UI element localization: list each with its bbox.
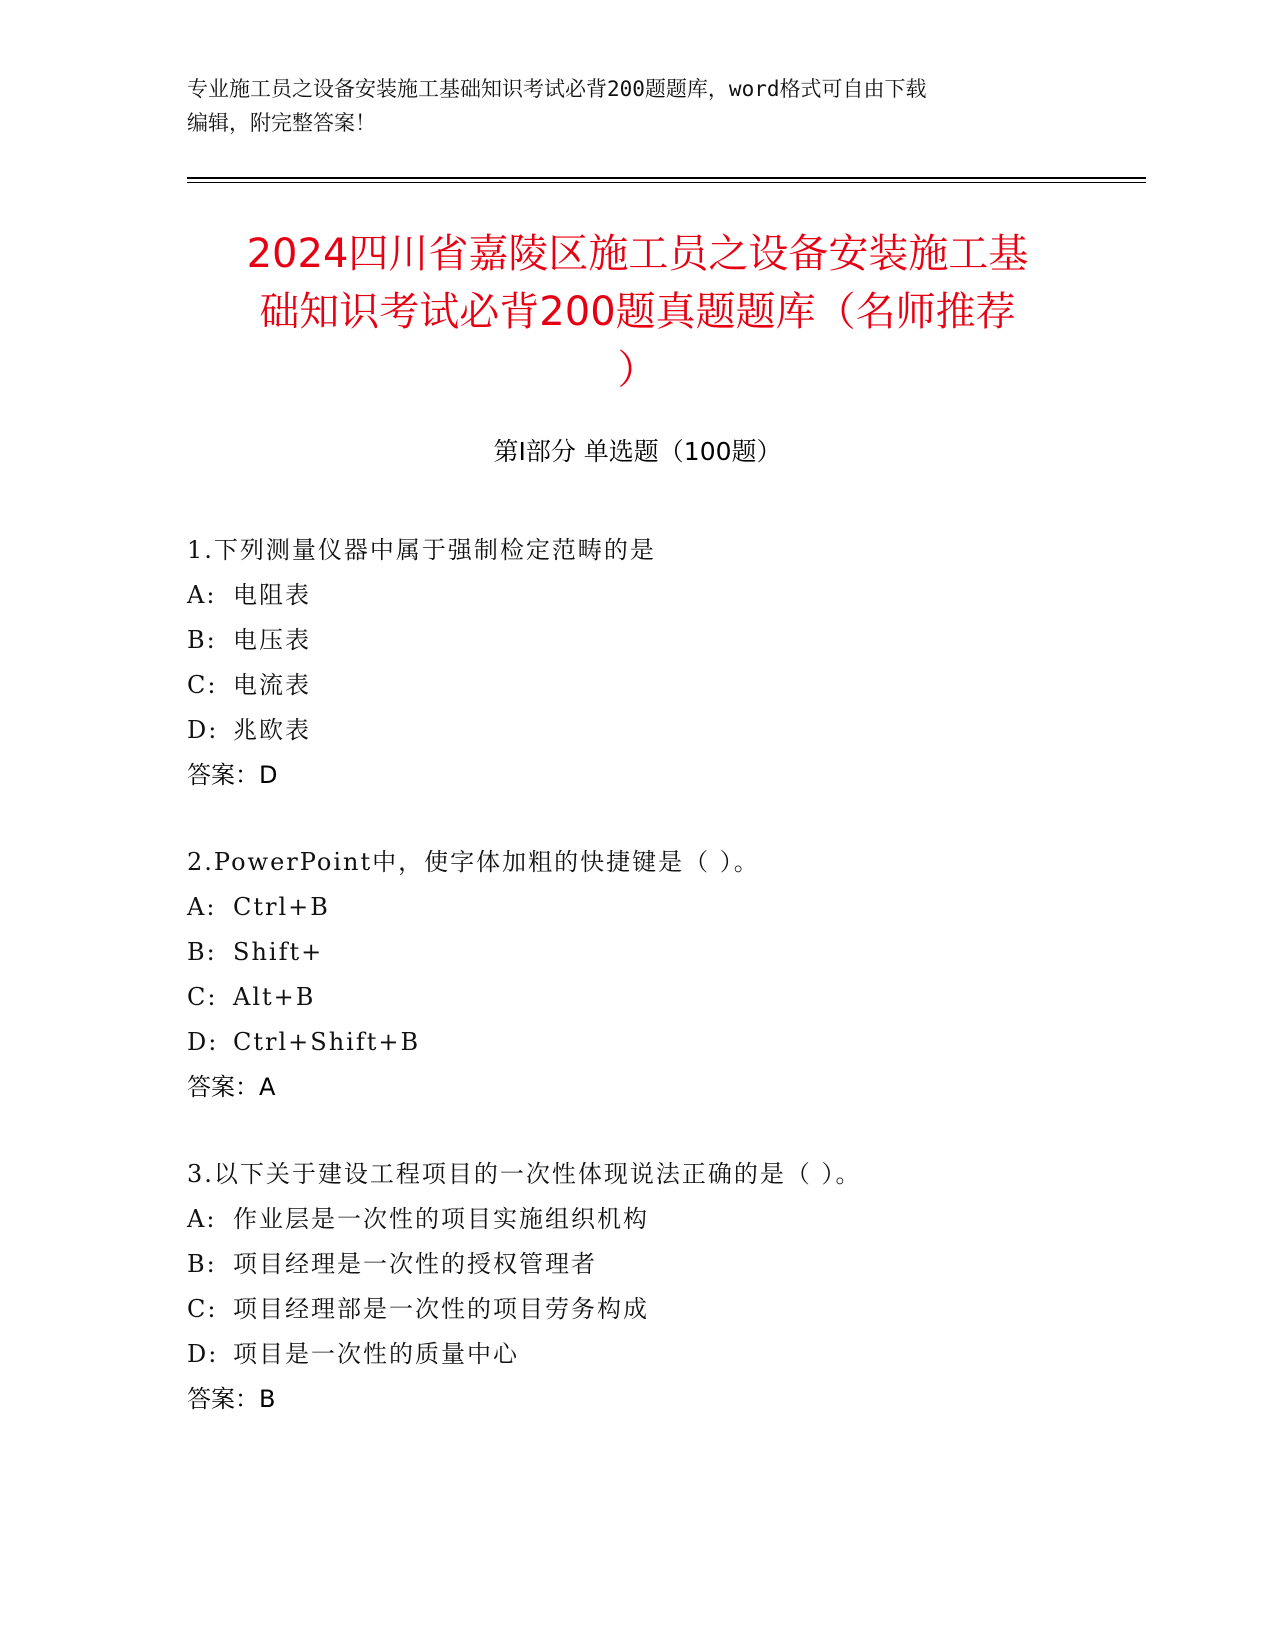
question-item: [187, 1152, 1117, 1422]
document-title-line-3: ）: [617, 347, 658, 393]
option-text: 电压表: [233, 626, 311, 654]
option-c: [187, 975, 1117, 1020]
option-d: [187, 1332, 1117, 1377]
option-d: [187, 1020, 1117, 1065]
option-b: [187, 618, 1117, 663]
option-key: C:: [187, 983, 218, 1011]
option-text: Shift+: [233, 938, 324, 966]
option-c: [187, 663, 1117, 708]
answer-line: 答案：B: [187, 1385, 276, 1413]
answer-line: 答案：D: [187, 761, 278, 789]
option-text: Ctrl+Shift+B: [233, 1028, 421, 1056]
answer-line: 答案：A: [187, 1073, 276, 1101]
option-c: [187, 1287, 1117, 1332]
section-heading: 第Ⅰ部分 单选题（100题）: [493, 437, 782, 466]
document-title-line-1: 2024四川省嘉陵区施工员之设备安装施工基: [246, 231, 1029, 277]
question-stem: 2.PowerPoint中，使字体加粗的快捷键是（ ）。: [187, 848, 760, 876]
option-b: [187, 1242, 1117, 1287]
option-text: 电阻表: [233, 581, 311, 609]
option-a: [187, 1197, 1117, 1242]
option-key: D:: [187, 716, 219, 744]
question-stem: 3.以下关于建设工程项目的一次性体现说法正确的是（ ）。: [187, 1160, 862, 1188]
option-key: C:: [187, 671, 218, 699]
question-stem: 1.下列测量仪器中属于强制检定范畴的是: [187, 536, 656, 564]
option-key: D:: [187, 1340, 219, 1368]
option-text: 项目经理部是一次性的项目劳务构成: [233, 1295, 649, 1323]
option-text: Ctrl+B: [233, 893, 330, 921]
option-text: 兆欧表: [233, 716, 311, 744]
option-key: D:: [187, 1028, 219, 1056]
option-key: A:: [187, 893, 217, 921]
option-text: 项目是一次性的质量中心: [233, 1340, 519, 1368]
option-a: [187, 573, 1117, 618]
header-note: [187, 72, 1087, 140]
option-text: 项目经理是一次性的授权管理者: [233, 1250, 597, 1278]
option-key: B:: [187, 938, 217, 966]
option-key: C:: [187, 1295, 218, 1323]
header-rule-thin: [187, 182, 1146, 183]
question-list: [187, 528, 1117, 1464]
question-item: [187, 528, 1117, 798]
option-key: B:: [187, 1250, 217, 1278]
option-b: [187, 930, 1117, 975]
header-note-line-2: 编辑，附完整答案！: [187, 111, 376, 135]
document-title-line-2: 础知识考试必背200题真题题库（名师推荐: [259, 289, 1016, 335]
option-key: A:: [187, 581, 217, 609]
question-item: [187, 840, 1117, 1110]
header-note-line-1: 专业施工员之设备安装施工基础知识考试必背200题题库，word格式可自由下载: [187, 77, 927, 101]
option-text: 作业层是一次性的项目实施组织机构: [233, 1205, 649, 1233]
document-title: [170, 225, 1105, 399]
option-key: B:: [187, 626, 217, 654]
option-a: [187, 885, 1117, 930]
option-key: A:: [187, 1205, 217, 1233]
option-text: Alt+B: [233, 983, 316, 1011]
header-rule-thick: [187, 177, 1146, 179]
option-d: [187, 708, 1117, 753]
option-text: 电流表: [233, 671, 311, 699]
